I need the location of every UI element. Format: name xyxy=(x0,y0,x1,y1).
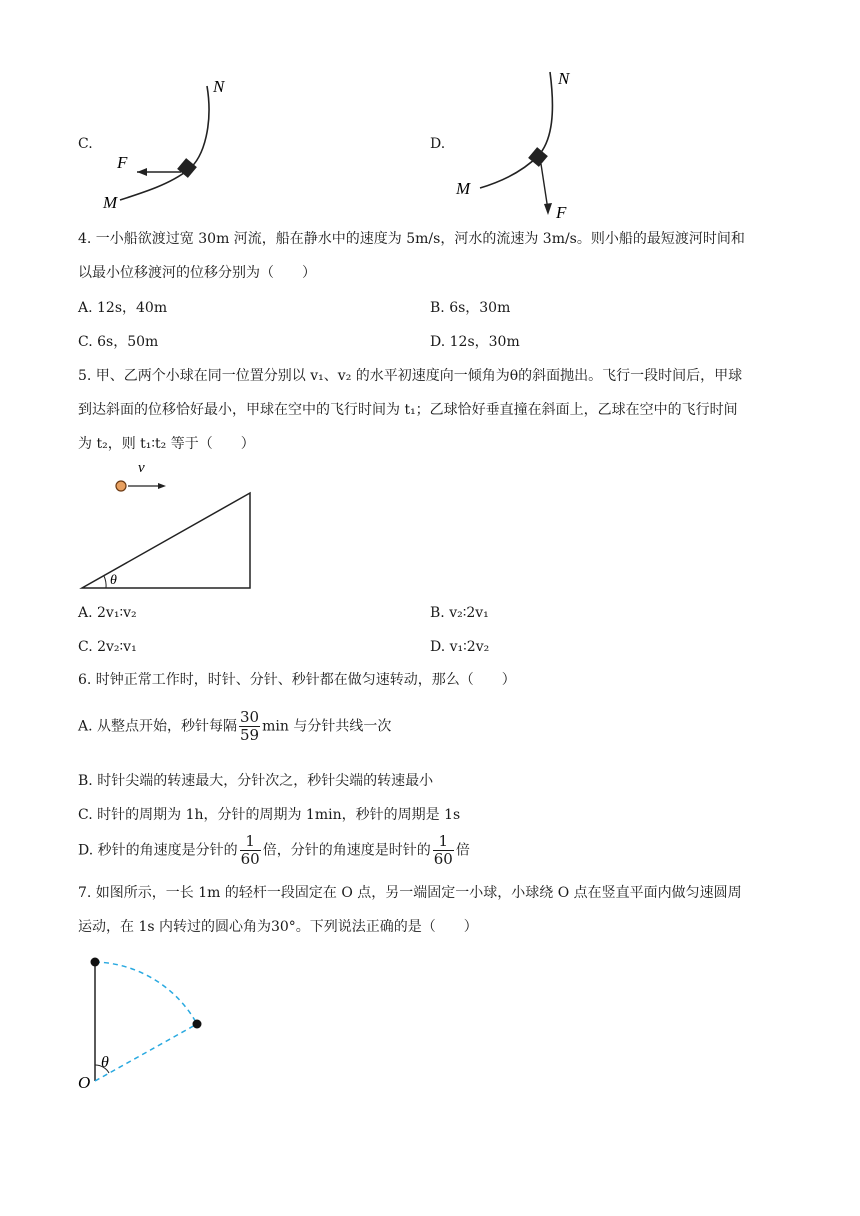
q6-option-d-post: 倍 xyxy=(455,842,470,859)
label-f: F xyxy=(556,203,567,222)
force-arrow xyxy=(541,164,548,210)
q5-option-c: C. 2v₂∶v₁ xyxy=(78,639,137,655)
q6-option-d xyxy=(78,833,470,868)
q5-option-b: B. v₂∶2v₁ xyxy=(430,605,489,621)
q6-option-a-pre: A. 从整点开始，秒针每隔 xyxy=(78,718,238,735)
trajectory-curve xyxy=(120,86,209,200)
ball xyxy=(116,481,126,491)
ball-initial xyxy=(91,958,100,967)
q4-stem-line1: 4. 一小船欲渡过宽 30m 河流，船在静水中的速度为 5m/s，河水的流速为 3m/s。则小船的最短渡河时间和 xyxy=(78,231,745,247)
q6-option-a xyxy=(78,709,391,744)
q7-stem-line2: 运动，在 1s 内转过的圆心角为30°。下列说法正确的是（ ） xyxy=(78,919,478,935)
q6-option-a-fraction: $\frac{30}{59}$ xyxy=(240,708,260,744)
q5-stem-line3: 为 t₂，则 t₁∶t₂ 等于（ ） xyxy=(78,436,255,452)
arc-path xyxy=(95,962,197,1024)
q5-incline-figure xyxy=(78,458,263,593)
q5-option-d: D. v₁∶2v₂ xyxy=(430,639,490,655)
label-n: N xyxy=(213,77,225,96)
q3-option-d-figure xyxy=(450,60,610,225)
label-n: N xyxy=(558,69,570,88)
q6-option-d-fraction-2: $\frac{1}{60}$ xyxy=(433,832,453,868)
q7-stem-line1: 7. 如图所示，一长 1m 的轻杆一段固定在 O 点，另一端固定一小球，小球绕 O 点在竖直平面内做匀速圆周 xyxy=(78,885,742,901)
q5-stem-line1: 5. 甲、乙两个小球在同一位置分别以 v₁、v₂ 的水平初速度向一倾角为θ的斜面抛出。飞行一段时间后，甲球 xyxy=(78,368,743,384)
q4-option-b: B. 6s，30m xyxy=(430,300,511,316)
q5-option-a: A. 2v₁∶v₂ xyxy=(78,605,137,621)
q6-stem: 6. 时钟正常工作时，时针、分针、秒针都在做匀速转动，那么（ ） xyxy=(78,672,516,688)
object-block xyxy=(528,147,548,167)
label-theta: θ xyxy=(101,1054,109,1071)
angle-arc xyxy=(104,576,106,588)
q6-option-a-post: min 与分针共线一次 xyxy=(262,718,392,735)
q5-stem-line2: 到达斜面的位移恰好最小，甲球在空中的飞行时间为 t₁；乙球恰好垂直撞在斜面上，乙球在空中的飞行时间 xyxy=(78,402,738,418)
velocity-arrowhead xyxy=(158,483,166,489)
q4-option-d: D. 12s，30m xyxy=(430,334,520,350)
force-arrowhead xyxy=(137,168,147,176)
q3-option-c-figure xyxy=(95,72,245,217)
q4-stem-line2: 以最小位移渡河的位移分别为（ ） xyxy=(78,265,316,281)
q6-option-c: C. 时针的周期为 1h，分针的周期为 1min，秒针的周期是 1s xyxy=(78,807,461,823)
q6-option-d-fraction-1: $\frac{1}{60}$ xyxy=(240,832,260,868)
label-theta: θ xyxy=(110,573,117,588)
q4-option-a: A. 12s，40m xyxy=(78,300,168,316)
label-f: F xyxy=(117,153,128,172)
label-v: v xyxy=(138,460,145,476)
q6-option-d-mid: 倍，分针的角速度是时针的 xyxy=(262,842,431,859)
q6-option-d-pre: D. 秒针的角速度是分针的 xyxy=(78,842,238,859)
q3-option-d-label: D. xyxy=(430,136,446,152)
q7-circular-motion-figure xyxy=(74,950,224,1100)
label-m: M xyxy=(103,193,118,212)
q4-option-c: C. 6s，50m xyxy=(78,334,159,350)
label-m: M xyxy=(456,179,471,198)
q3-option-c-label: C. xyxy=(78,136,93,152)
label-o: O xyxy=(78,1073,91,1092)
force-arrowhead xyxy=(544,203,552,215)
rotated-radius xyxy=(95,1024,197,1081)
incline-triangle xyxy=(82,493,250,588)
q6-option-b: B. 时针尖端的转速最大，分针次之，秒针尖端的转速最小 xyxy=(78,773,434,789)
ball-final xyxy=(193,1020,202,1029)
